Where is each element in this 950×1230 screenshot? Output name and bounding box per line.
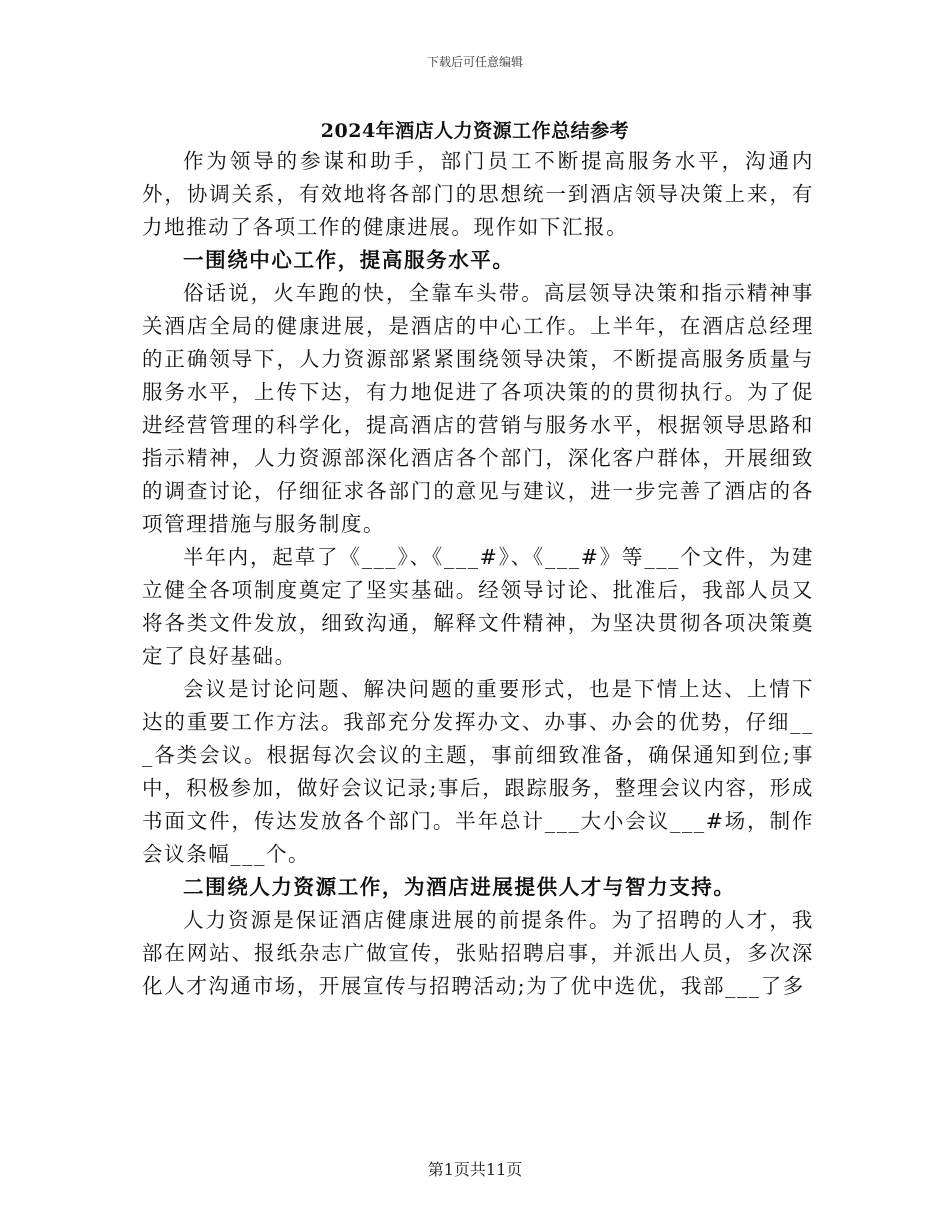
header-note: 下载后可任意编辑 (426, 55, 523, 69)
paragraph-recruitment: 人力资源是保证酒店健康进展的前提条件。为了招聘的人才，我部在网站、报纸杂志广做宣传，张贴招聘启事，并派出人员，多次深化人才沟通市场，开展宣传与招聘活动;为了优中选优，我部___了多 (142, 908, 814, 998)
paragraph-leadership: 俗话说，火车跑的快，全靠车头带。高层领导决策和指示精神事关酒店全局的健康进展，是酒店的中心工作。上半年，在酒店总经理的正确领导下，人力资源部紧紧围绕领导决策，不断提高服务质量与服务水平，上传下达，有力地促进了各项决策的的贯彻执行。为了促进经营管理的科学化，提高酒店的营销与服务水平，根据领导思路和指示精神，人力资源部深化酒店各个部门，深化客户群体，开展细致的调查讨论，仔细征求各部门的意见与建议，进一步完善了酒店的各项管理措施与服务制度。 (142, 281, 814, 536)
document-title: 2024年酒店人力资源工作总结参考 (320, 120, 630, 142)
paragraph-meetings: 会议是讨论问题、解决问题的重要形式，也是下情上达、上情下达的重要工作方法。我部充分发挥办文、办事、办会的优势，仔细___各类会议。根据每次会议的主题，事前细致准备，确保通知到位;事中，积极参加，做好会议记录;事后，跟踪服务，整理会议内容，形成书面文件，传达发放各个部门。半年总计___大小会议___#场，制作会议条幅___个。 (142, 677, 814, 866)
page-number-footer: 第1页共11页 (427, 1160, 523, 1179)
document-body (142, 145, 814, 1003)
paragraph-intro: 作为领导的参谋和助手，部门员工不断提高服务水平，沟通内外，协调关系，有效地将各部门的思想统一到酒店领导决策上来，有力地推动了各项工作的健康进展。现作如下汇报。 (142, 149, 814, 239)
paragraph-documents: 半年内，起草了《___》、《___#》、《___#》等___个文件，为建立健全各项制度奠定了坚实基础。经领导讨论、批准后，我部人员又将各类文件发放，细致沟通，解释文件精神，为坚决贯彻各项决策奠定了良好基础。 (142, 545, 814, 668)
section-heading-2: 二围绕人力资源工作，为酒店进展提供人才与智力支持。 (183, 875, 736, 899)
section-heading-1: 一围绕中心工作，提高服务水平。 (183, 248, 515, 272)
